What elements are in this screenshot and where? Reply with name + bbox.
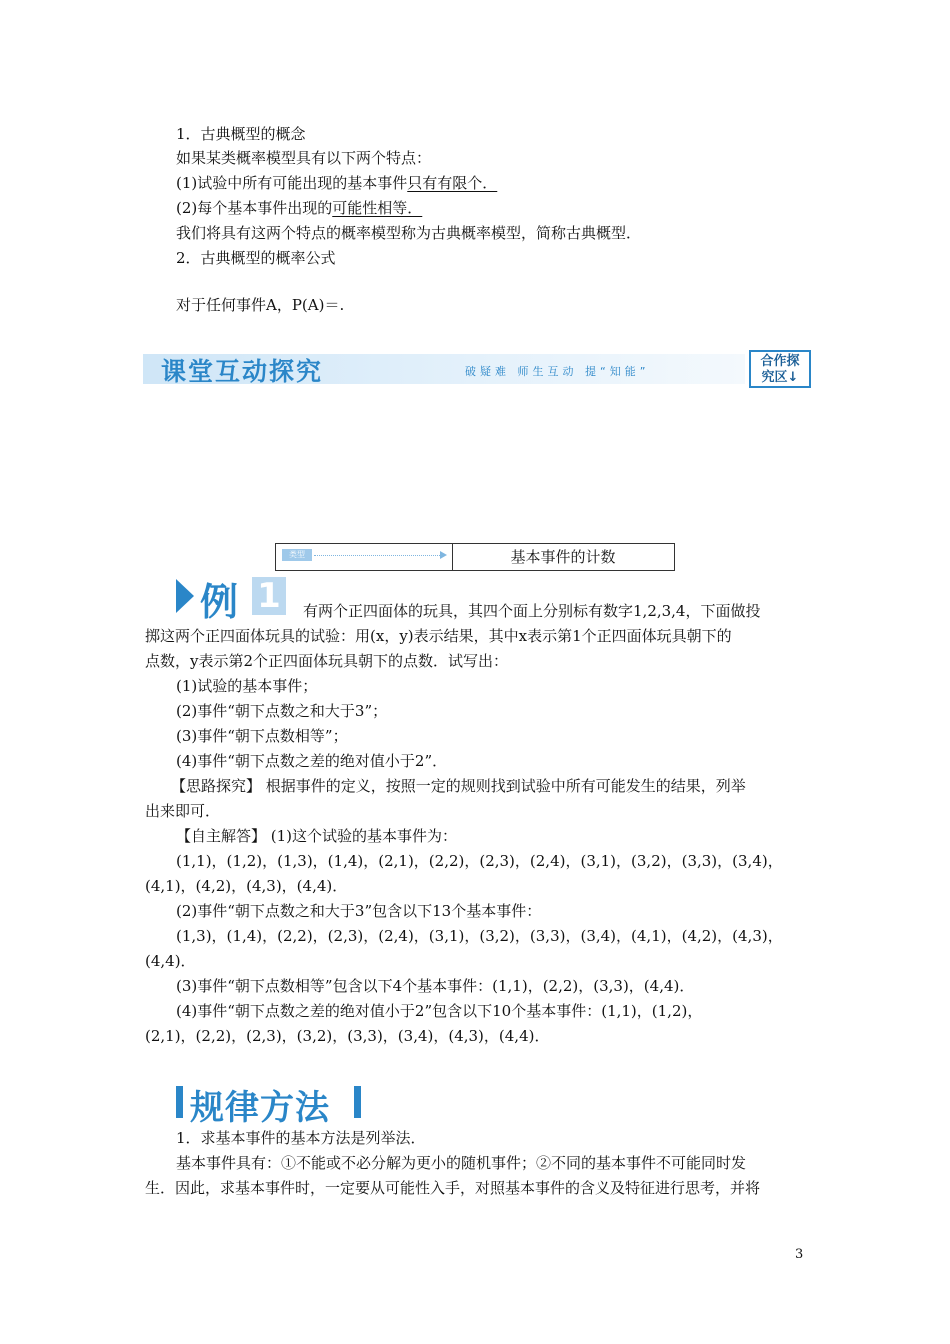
example-line-3: 点数，y表示第2个正四面体玩具朝下的点数．试写出：	[145, 652, 509, 670]
question-3: (3)事件“朝下点数相等”；	[176, 727, 348, 745]
topic-type-cell	[276, 544, 453, 570]
heading-bar-right	[354, 1086, 361, 1118]
question-1: (1)试验的基本事件；	[176, 677, 318, 695]
banner-subtitle: 破疑难 师生互动 提“知能”	[465, 365, 650, 378]
example-badge-number: 1	[252, 577, 286, 615]
example-badge-char: 例	[200, 580, 239, 624]
question-4: (4)事件“朝下点数之差的绝对值小于2”．	[176, 752, 448, 770]
answer-4-line-1: (4)事件“朝下点数之差的绝对值小于2”包含以下10个基本事件：(1,1)，(1,2)，	[176, 1002, 703, 1020]
banner-title: 课堂互动探究	[161, 357, 324, 386]
feature-2-text: (2)每个基本事件出现的	[176, 199, 333, 217]
thinking-line-2: 出来即可．	[145, 802, 221, 820]
triangle-icon	[176, 579, 194, 613]
feature-2-underlined: 可能性相等．	[332, 199, 423, 217]
feature-1-underlined: 只有有限个．	[407, 174, 498, 192]
answer-2-line-1: (1,3)，(1,4)，(2,2)，(2,3)，(2,4)，(3,1)，(3,2)，(3,3)，(3,4)，(4,1)，(4,2)，(4,3)，	[176, 927, 783, 945]
banner-box	[749, 350, 811, 388]
feature-1	[176, 172, 810, 194]
heading-bar-left	[176, 1086, 183, 1118]
feature-2	[176, 197, 810, 219]
banner-box-line2: 究区↓	[761, 370, 799, 385]
answer-2-heading: (2)事件“朝下点数之和大于3”包含以下13个基本事件：	[176, 902, 542, 920]
banner-box-line1: 合作探	[760, 354, 800, 369]
answer-1-line-1: (1,1)，(1,2)，(1,3)，(1,4)，(2,1)，(2,2)，(2,3)，(2,4)，(3,1)，(3,2)，(3,3)，(3,4)，	[176, 852, 783, 870]
answer-4-line-2: (2,1)，(2,2)，(2,3)，(3,2)，(3,3)，(3,4)，(4,3)，(4,4)．	[145, 1027, 550, 1045]
topic-tag: 类型	[282, 549, 312, 561]
dotted-arrow-line	[314, 555, 444, 556]
method-2-line-1: 基本事件具有：①不能或不必分解为更小的随机事件；②不同的基本事件不可能同时发	[176, 1154, 747, 1172]
formula-line: 对于任何事件A，P(A)＝.	[176, 296, 345, 314]
method-1: 1．求基本事件的基本方法是列举法．	[176, 1129, 426, 1147]
heading-probability-formula: 2．古典概型的概率公式	[176, 249, 336, 267]
page-number: 3	[795, 1247, 804, 1262]
topic-title: 基本事件的计数	[510, 548, 616, 566]
answer-heading: 【自主解答】 (1)这个试验的基本事件为：	[176, 827, 458, 845]
topic-box	[275, 543, 675, 571]
question-2: (2)事件“朝下点数之和大于3”；	[176, 702, 388, 720]
method-heading	[176, 1080, 376, 1128]
paragraph-definition: 我们将具有这两个特点的概率模型称为古典概率模型，简称古典概型．	[176, 224, 642, 242]
heading-classical-model-concept: 1．古典概型的概念	[176, 125, 306, 143]
example-line-2: 掷这两个正四面体玩具的试验：用(x，y)表示结果，其中x表示第1个正四面体玩具朝下的	[145, 627, 732, 645]
answer-3: (3)事件“朝下点数相等”包含以下4个基本事件：(1,1)，(2,2)，(3,3)，(4,4)．	[176, 977, 695, 995]
answer-2-line-2: (4,4)．	[145, 952, 196, 970]
example-line-1: 有两个正四面体的玩具，其四个面上分别标有数字1,2,3,4，下面做投	[303, 602, 761, 620]
thinking-line-1: 【思路探究】 根据事件的定义，按照一定的规则找到试验中所有可能发生的结果，列举	[171, 777, 746, 795]
method-title: 规律方法	[190, 1088, 330, 1128]
arrow-right-icon	[440, 551, 447, 559]
example-badge	[176, 573, 288, 624]
section-banner	[143, 350, 813, 390]
answer-1-line-2: (4,1)，(4,2)，(4,3)，(4,4)．	[145, 877, 348, 895]
method-2-line-2: 生．因此，求基本事件时，一定要从可能性入手，对照基本事件的含义及特征进行思考，并将	[145, 1179, 761, 1197]
paragraph-features-intro: 如果某类概率模型具有以下两个特点：	[176, 149, 432, 167]
feature-1-text: (1)试验中所有可能出现的基本事件	[176, 174, 408, 192]
